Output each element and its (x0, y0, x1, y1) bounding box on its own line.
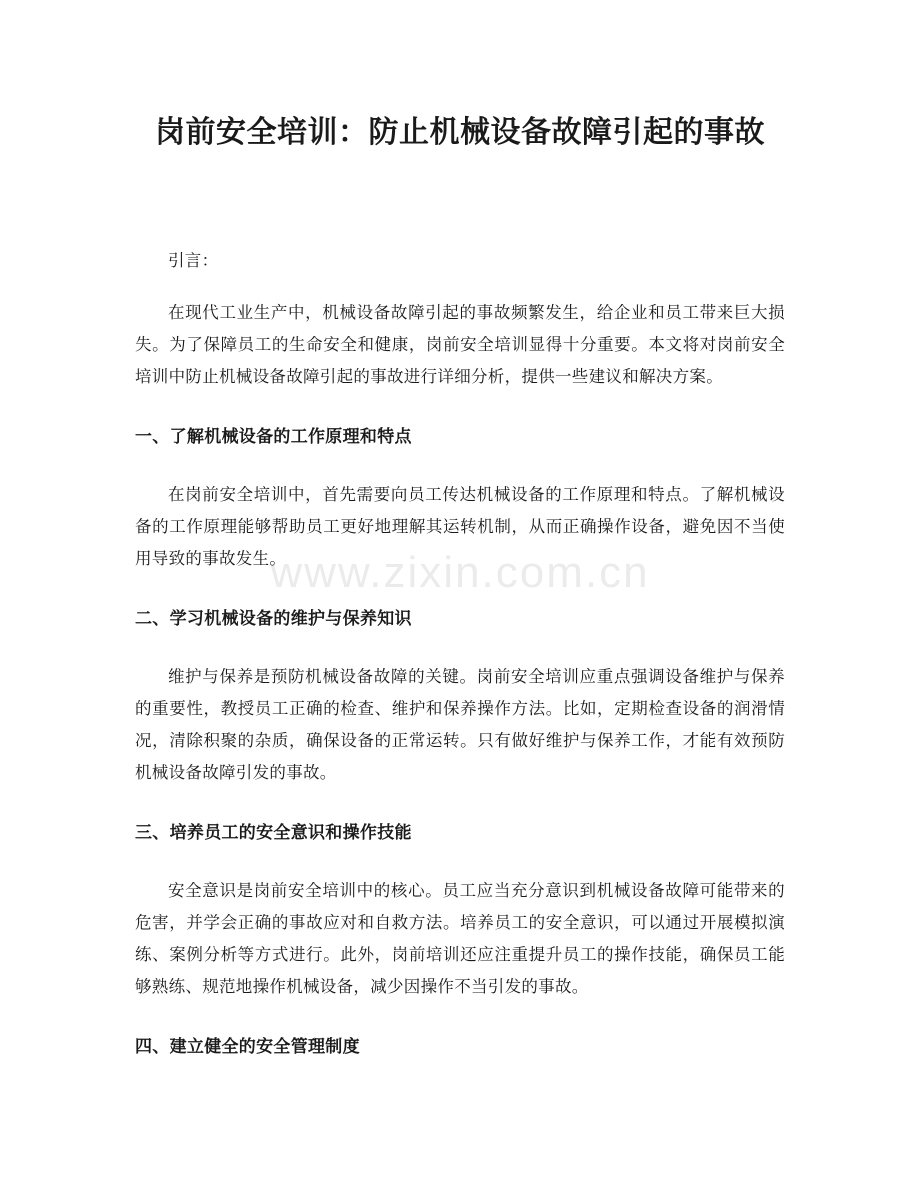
document-title: 岗前安全培训：防止机械设备故障引起的事故 (155, 115, 765, 150)
section-body-2: 维护与保养是预防机械设备故障的关键。岗前安全培训应重点强调设备维护与保养的重要性，教授员工正确的检查、维护和保养操作方法。比如，定期检查设备的润滑情况，清除积聚的杂质，确保设备的正常运转。只有做好维护与保养工作，才能有效预防机械设备故障引发的事故。 (135, 667, 785, 782)
section-heading-1: 一、了解机械设备的工作原理和特点 (135, 427, 412, 447)
section-body-1: 在岗前安全培训中，首先需要向员工传达机械设备的工作原理和特点。了解机械设备的工作原理能够帮助员工更好地理解其运转机制，从而正确操作设备，避免因不当使用导致的事故发生。 (135, 485, 785, 568)
section-heading-4: 四、建立健全的安全管理制度 (135, 1037, 360, 1057)
section-heading-3: 三、培养员工的安全意识和操作技能 (135, 823, 412, 843)
section-heading-2: 二、学习机械设备的维护与保养知识 (135, 609, 412, 629)
watermark: www.zixin.com.cn (270, 548, 650, 597)
section-body-3: 安全意识是岗前安全培训中的核心。员工应当充分意识到机械设备故障可能带来的危害，并学会正确的事故应对和自救方法。培养员工的安全意识，可以通过开展模拟演练、案例分析等方式进行。此外，岗前培训还应注重提升员工的操作技能，确保员工能够熟练、规范地操作机械设备，减少因操作不当引发的事故。 (135, 881, 785, 996)
intro-label: 引言： (168, 251, 219, 270)
document-body (135, 245, 785, 1089)
intro-paragraph: 在现代工业生产中，机械设备故障引起的事故频繁发生，给企业和员工带来巨大损失。为了保障员工的生命安全和健康，岗前安全培训显得十分重要。本文将对岗前安全培训中防止机械设备故障引起的事故进行详细分析，提供一些建议和解决方案。 (135, 303, 785, 386)
